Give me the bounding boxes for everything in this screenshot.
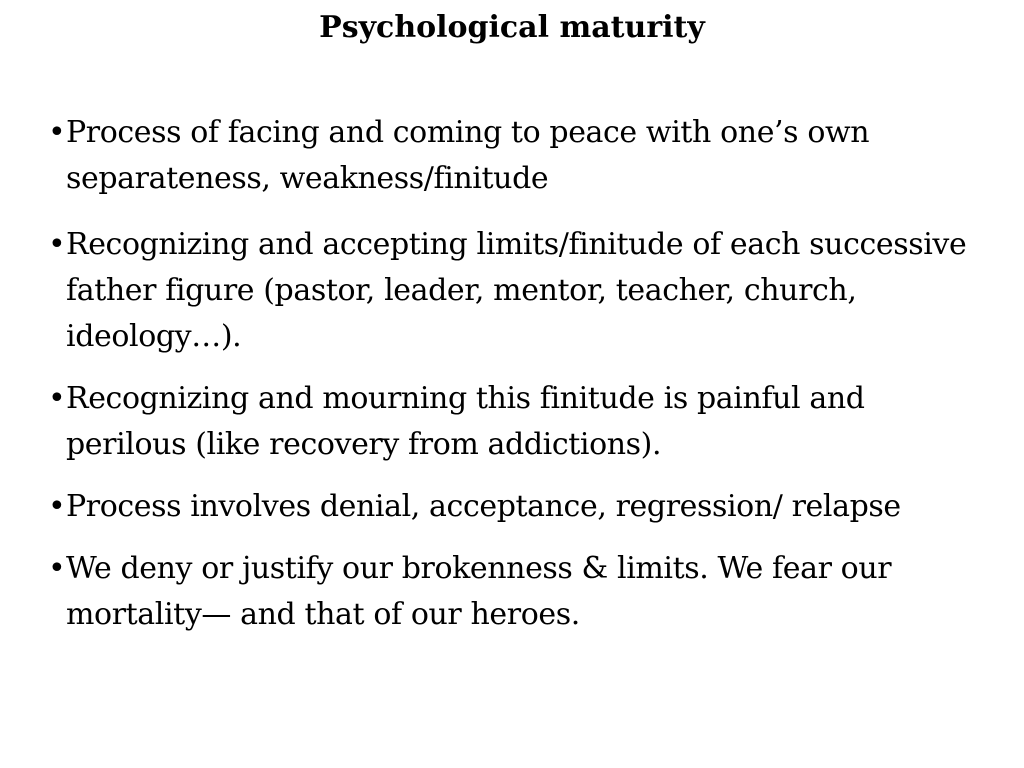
- slide-title: Psychological maturity: [319, 10, 705, 45]
- bullet-text: Recognizing and mourning this finitude is painful and perilous (like recovery from addictions).: [66, 381, 865, 462]
- bullet-item-4: [48, 484, 988, 530]
- bullet-point-icon: •: [48, 227, 66, 262]
- bullet-text: We deny or justify our brokenness & limits. We fear our mortality— and that of our heroes.: [66, 551, 892, 632]
- bullet-list: [48, 110, 988, 654]
- bullet-item-3: [48, 376, 988, 468]
- bullet-text: Process of facing and coming to peace with one’s own separateness, weakness/finitude: [66, 115, 870, 196]
- bullet-text: Recognizing and accepting limits/finitude of each successive father figure (pastor, leader, mentor, teacher, church, ideology…).: [66, 227, 967, 354]
- bullet-item-5: [48, 546, 988, 638]
- bullet-item-2: [48, 222, 988, 360]
- bullet-point-icon: •: [48, 551, 66, 586]
- bullet-point-icon: •: [48, 381, 66, 416]
- bullet-point-icon: •: [48, 489, 66, 524]
- bullet-text: Process involves denial, acceptance, regression/ relapse: [66, 489, 901, 524]
- bullet-item-1: [48, 110, 988, 202]
- bullet-point-icon: •: [48, 115, 66, 150]
